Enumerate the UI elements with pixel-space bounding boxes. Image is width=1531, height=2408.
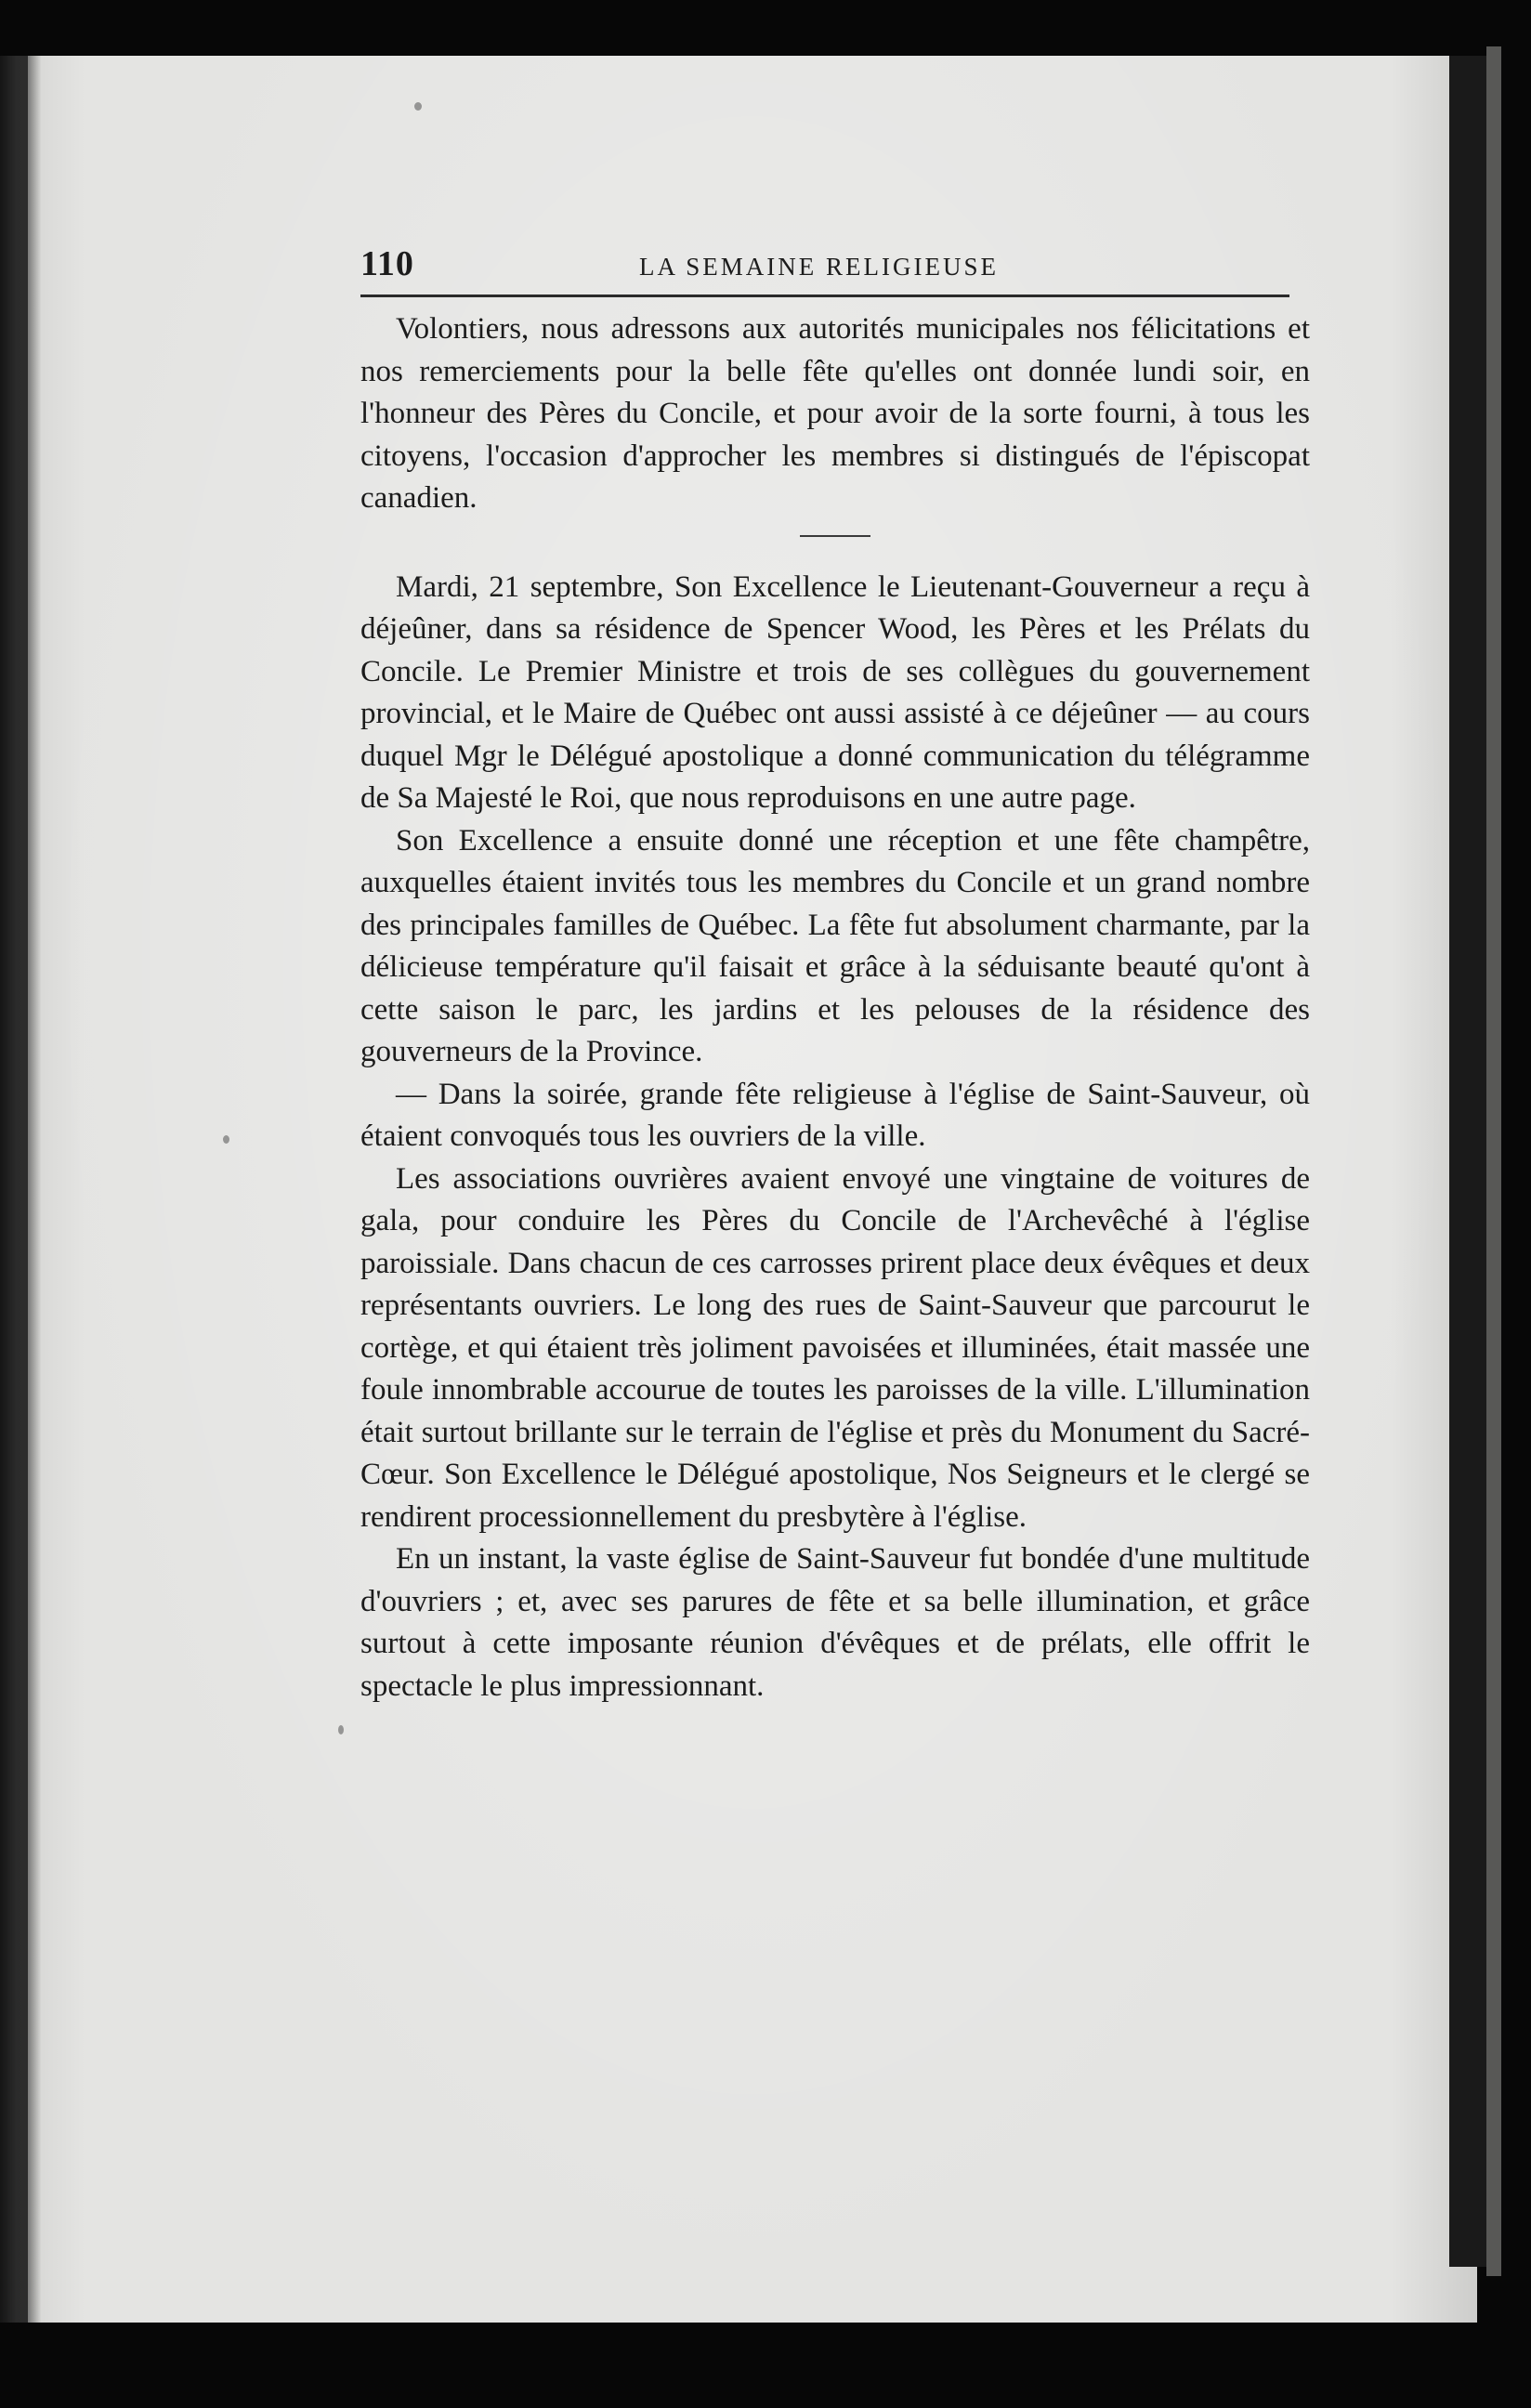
left-binding-shadow	[0, 56, 41, 2323]
speck-mark	[414, 102, 422, 111]
right-edge-shadow	[1449, 56, 1486, 2267]
paragraph: — Dans la soirée, grande fête religieuse à l'église de Saint-Sauveur, où étaient convoqués tous les ouvriers de la ville.	[360, 1077, 1310, 1153]
header-rule	[360, 294, 1289, 297]
body-text	[360, 308, 1310, 1708]
paragraph: Mardi, 21 septembre, Son Excellence le Lieutenant-Gouverneur a reçu à déjeûner, dans sa résidence de Spencer Wood, les Pères et les Prélats du Concile. Le Premier Ministre et trois de ses collègues du gouvernement provincial, et le Maire de Québec ont aussi assisté à ce déjeûner — au cours duquel Mgr le Délégué apostolique a donné communication du télégramme de Sa Majesté le Roi, que nous reproduisons en une autre page.	[360, 569, 1310, 815]
paragraph: En un instant, la vaste église de Saint-Sauveur fut bondée d'une multitude d'ouvriers ; et, avec ses parures de fête et sa belle illumination, et grâce surtout à cette imposante réunion d'évêques et de prélats, elle offrit le spectacle le plus impressionnant.	[360, 1542, 1310, 1703]
next-page-edge	[1486, 46, 1501, 2276]
speck-mark	[223, 1135, 229, 1144]
speck-mark	[338, 1725, 344, 1734]
paragraph: Les associations ouvrières avaient envoyé une vingtaine de voitures de gala, pour conduire les Pères du Concile de l'Archevêché à l'église paroissiale. Dans chacun de ces carrosses prirent place deux évêques et deux représentants ouvriers. Le long des rues de Saint-Sauveur que parcourut le cortège, et qui étaient très joliment pavoisées et illuminées, était massée une foule innombrable accourue de toutes les paroisses de la ville. L'illumination était surtout brillante sur le terrain de l'église et près du Monument du Sacré-Cœur. Son Excellence le Délégué apostolique, Nos Seigneurs et le clergé se rendirent processionnellement du presbytère à l'église.	[360, 1161, 1310, 1534]
paragraph: Son Excellence a ensuite donné une réception et une fête champêtre, auxquelles étaient invités tous les membres du Concile et un grand nombre des principales familles de Québec. La fête fut absolument charmante, par la délicieuse température qu'il faisait et grâce à la séduisante beauté qu'ont à cette saison le parc, les jardins et les pelouses de la résidence des gouverneurs de la Province.	[360, 823, 1310, 1068]
section-divider	[800, 535, 870, 537]
journal-title: LA SEMAINE RELIGIEUSE	[639, 253, 999, 281]
paragraph: Volontiers, nous adressons aux autorités municipales nos félicitations et nos remerciements pour la belle fête qu'elles ont donnée lundi soir, en l'honneur des Pères du Concile, et pour avoir de la sorte fourni, à tous les citoyens, l'occasion d'approcher les membres si distingués de l'épiscopat canadien.	[360, 312, 1310, 515]
running-head	[360, 243, 1299, 299]
page-number: 110	[360, 244, 414, 283]
